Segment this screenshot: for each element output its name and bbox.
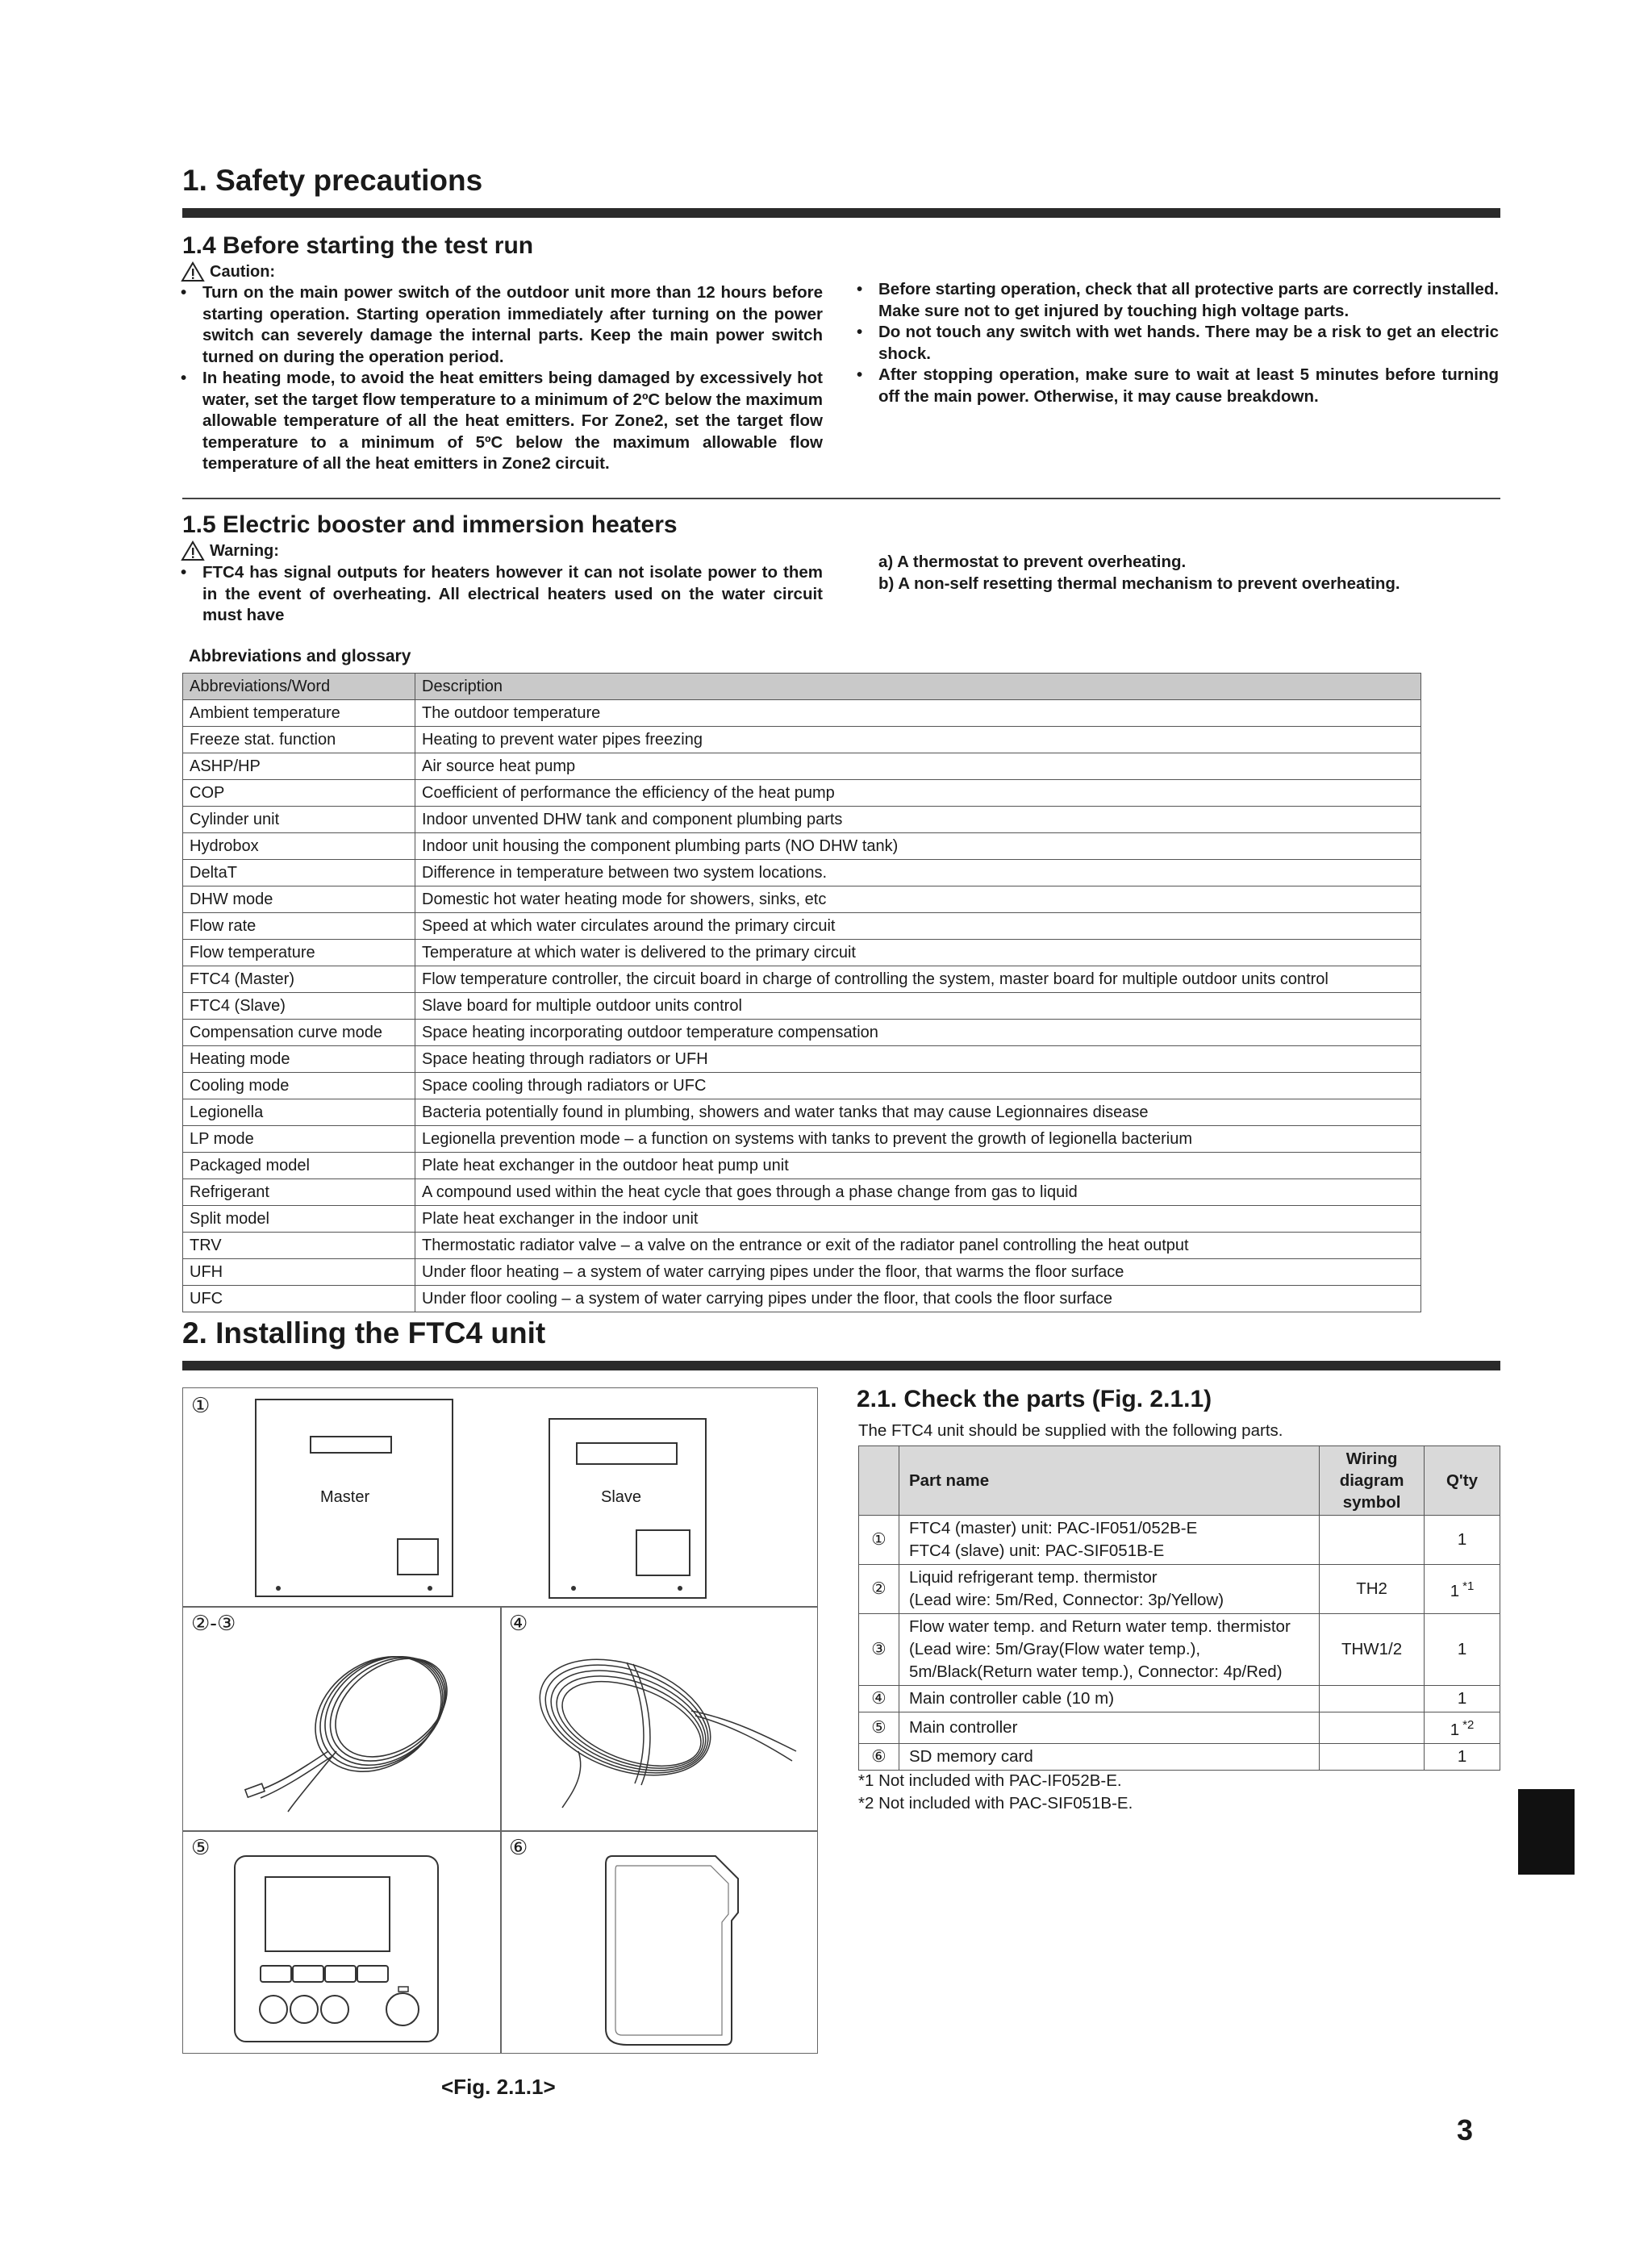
glossary-term: Flow temperature	[183, 940, 415, 966]
cell-number: ④	[509, 1611, 528, 1635]
glossary-description: Indoor unvented DHW tank and component plumbing parts	[415, 807, 1421, 833]
glossary-description: Thermostatic radiator valve – a valve on the entrance or exit of the radiator panel controlling the heat output	[415, 1233, 1421, 1259]
glossary-description: Bacteria potentially found in plumbing, showers and water tanks that may cause Legionnaires disease	[415, 1099, 1421, 1126]
main-controller-illustration	[233, 1854, 441, 2045]
subsection-title: 1.4 Before starting the test run	[182, 232, 534, 259]
glossary-description: The outdoor temperature	[415, 700, 1421, 727]
caution-item: • Turn on the main power switch of the outdoor unit more than 12 hours before starting operation. Starting operation immediately after turning on the power switch can severely damage the internal parts. Keep the main power switch turned on during the operation period.	[181, 282, 823, 368]
glossary-row	[183, 1020, 1421, 1046]
glossary-row	[183, 1046, 1421, 1073]
section-rule	[182, 208, 1500, 218]
glossary-row	[183, 1073, 1421, 1099]
warning-item: • FTC4 has signal outputs for heaters however it can not isolate power to them in the event of overheating. All electrical heaters used on the water circuit must have	[181, 562, 823, 627]
caution-label: Caution:	[181, 261, 275, 282]
subsection-title: 2.1. Check the parts (Fig. 2.1.1)	[857, 1386, 1212, 1412]
glossary-term: DHW mode	[183, 886, 415, 913]
figure-caption: <Fig. 2.1.1>	[441, 2075, 556, 2099]
part-name-line: Main controller	[908, 1717, 1018, 1737]
part-qty	[1425, 1614, 1500, 1686]
glossary-caption: Abbreviations and glossary	[189, 647, 411, 665]
section-title: 2. Installing the FTC4 unit	[182, 1316, 546, 1350]
footnote: *1 Not included with PAC-IF052B-E.	[858, 1771, 1122, 1790]
qty-header: Q'ty	[1425, 1446, 1500, 1516]
caution-item: • Before starting operation, check that all protective parts are correctly installed. Make sure not to get injured by touching high voltage parts.	[857, 279, 1499, 322]
glossary-description: Plate heat exchanger in the indoor unit	[415, 1206, 1421, 1233]
wiring-symbol: THW1/2	[1320, 1614, 1425, 1686]
parts-row	[859, 1516, 1500, 1565]
glossary-table	[182, 673, 1421, 1312]
parts-row	[859, 1712, 1500, 1744]
part-qty	[1425, 1686, 1500, 1712]
part-name-line: (Lead wire: 5m/Red, Connector: 3p/Yellow)	[908, 1591, 1224, 1609]
glossary-description: Difference in temperature between two system locations.	[415, 860, 1421, 886]
qty-value: 1	[1450, 1581, 1460, 1600]
caution-list-right	[857, 279, 1499, 407]
part-name	[899, 1614, 1319, 1686]
part-name-line: (Lead wire: 5m/Gray(Flow water temp.),	[908, 1640, 1201, 1658]
glossary-row	[183, 1259, 1421, 1286]
glossary-term: Legionella	[183, 1099, 415, 1126]
glossary-description: Flow temperature controller, the circuit board in charge of controlling the system, master board for multiple outdoor units control	[415, 966, 1421, 993]
glossary-row	[183, 966, 1421, 993]
glossary-term: Heating mode	[183, 1046, 415, 1073]
glossary-term: Cylinder unit	[183, 807, 415, 833]
section-title: 1. Safety precautions	[182, 164, 483, 197]
heater-requirement-a: a) A thermostat to prevent overheating.	[878, 553, 1187, 571]
part-name	[899, 1516, 1319, 1565]
cell-number: ②-③	[191, 1611, 236, 1635]
glossary-term: FTC4 (Slave)	[183, 993, 415, 1020]
glossary-description: Plate heat exchanger in the outdoor heat pump unit	[415, 1153, 1421, 1179]
part-name-line: FTC4 (slave) unit: PAC-SIF051B-E	[908, 1541, 1165, 1560]
warning-label: Warning:	[181, 540, 279, 561]
sd-card-illustration	[594, 1848, 756, 2050]
slave-unit-illustration	[548, 1417, 709, 1601]
part-name	[899, 1565, 1319, 1614]
part-name-line: SD memory card	[908, 1746, 1033, 1766]
wiring-symbol	[1320, 1712, 1425, 1744]
part-name-line: FTC4 (master) unit: PAC-IF051/052B-E	[908, 1519, 1198, 1537]
part-qty	[1425, 1516, 1500, 1565]
glossary-row	[183, 1206, 1421, 1233]
glossary-header-row	[183, 674, 1421, 700]
language-tab-marker	[1518, 1789, 1575, 1875]
glossary-row	[183, 1153, 1421, 1179]
part-number: ③	[859, 1614, 899, 1686]
glossary-row	[183, 700, 1421, 727]
qty-value: 1	[1457, 1689, 1467, 1708]
footnote: *2 Not included with PAC-SIF051B-E.	[858, 1794, 1133, 1813]
glossary-description: Under floor cooling – a system of water carrying pipes under the floor, that cools the floor surface	[415, 1286, 1421, 1312]
parts-intro: The FTC4 unit should be supplied with the following parts.	[858, 1421, 1283, 1440]
slave-label: Slave	[601, 1488, 642, 1506]
glossary-row	[183, 940, 1421, 966]
qty-value: 1	[1457, 1746, 1467, 1766]
glossary-description: Heating to prevent water pipes freezing	[415, 727, 1421, 753]
glossary-row	[183, 1099, 1421, 1126]
caution-list-left	[181, 282, 823, 475]
part-name-line: Flow water temp. and Return water temp. thermistor	[908, 1617, 1291, 1636]
warning-list	[181, 562, 823, 627]
parts-table	[858, 1445, 1500, 1771]
glossary-description: Space heating incorporating outdoor temperature compensation	[415, 1020, 1421, 1046]
part-name	[899, 1743, 1319, 1770]
glossary-description: Domestic hot water heating mode for showers, sinks, etc	[415, 886, 1421, 913]
qty-value: 1	[1457, 1530, 1467, 1549]
glossary-row	[183, 807, 1421, 833]
glossary-term: Flow rate	[183, 913, 415, 940]
parts-row	[859, 1614, 1500, 1686]
glossary-row	[183, 1179, 1421, 1206]
glossary-term: Split model	[183, 1206, 415, 1233]
wiring-symbol	[1320, 1516, 1425, 1565]
part-name-line: 5m/Black(Return water temp.), Connector: 4p/Red)	[908, 1662, 1283, 1681]
glossary-row	[183, 1126, 1421, 1153]
glossary-term: UFH	[183, 1259, 415, 1286]
glossary-row	[183, 727, 1421, 753]
page-number: 3	[1457, 2113, 1474, 2146]
heater-requirement-b: b) A non-self resetting thermal mechanism to prevent overheating.	[878, 574, 1400, 593]
glossary-term: UFC	[183, 1286, 415, 1312]
glossary-row	[183, 860, 1421, 886]
glossary-description: Space cooling through radiators or UFC	[415, 1073, 1421, 1099]
parts-row	[859, 1565, 1500, 1614]
part-number: ⑥	[859, 1743, 899, 1770]
glossary-description: A compound used within the heat cycle that goes through a phase change from gas to liquid	[415, 1179, 1421, 1206]
glossary-term: TRV	[183, 1233, 415, 1259]
parts-figure	[182, 1387, 818, 2054]
part-name-line: Liquid refrigerant temp. thermistor	[908, 1568, 1158, 1587]
glossary-description-header: Description	[415, 674, 1421, 700]
part-number: ①	[859, 1516, 899, 1565]
part-qty	[1425, 1712, 1500, 1744]
glossary-row	[183, 1286, 1421, 1312]
glossary-term: Ambient temperature	[183, 700, 415, 727]
parts-row	[859, 1686, 1500, 1712]
divider	[182, 498, 1500, 499]
caution-item: • In heating mode, to avoid the heat emitters being damaged by excessively hot water, set the target flow temperature to a minimum of 2ºC below the maximum allowable temperature of all the heat emitters. For Zone2, set the target flow temperature to a minimum of 5ºC below the maximum allowable flow temperature of all the heat emitters in Zone2 circuit.	[181, 368, 823, 475]
wiring-symbol	[1320, 1743, 1425, 1770]
glossary-term: Hydrobox	[183, 833, 415, 860]
grid-line	[500, 1606, 502, 2053]
cell-number: ⑥	[509, 1835, 528, 1859]
cell-number: ①	[191, 1393, 211, 1417]
wiring-header: Wiring diagram symbol	[1320, 1446, 1425, 1516]
glossary-term-header: Abbreviations/Word	[183, 674, 415, 700]
glossary-description: Temperature at which water is delivered to the primary circuit	[415, 940, 1421, 966]
glossary-description: Space heating through radiators or UFH	[415, 1046, 1421, 1073]
caution-item: • After stopping operation, make sure to wait at least 5 minutes before turning off the main power. Otherwise, it may cause breakdown.	[857, 365, 1499, 407]
glossary-row	[183, 913, 1421, 940]
part-name-line: Main controller cable (10 m)	[908, 1689, 1115, 1708]
part-number: ②	[859, 1565, 899, 1614]
glossary-term: LP mode	[183, 1126, 415, 1153]
part-name-header: Part name	[899, 1446, 1319, 1516]
controller-cable-illustration	[530, 1630, 804, 1816]
glossary-term: ASHP/HP	[183, 753, 415, 780]
glossary-description: Under floor heating – a system of water carrying pipes under the floor, that warms the floor surface	[415, 1259, 1421, 1286]
glossary-term: Freeze stat. function	[183, 727, 415, 753]
glossary-description: Indoor unit housing the component plumbing parts (NO DHW tank)	[415, 833, 1421, 860]
thermistor-illustration	[240, 1630, 482, 1824]
glossary-term: Packaged model	[183, 1153, 415, 1179]
glossary-term: DeltaT	[183, 860, 415, 886]
parts-header-row	[859, 1446, 1500, 1516]
warning-triangle-icon	[181, 261, 205, 282]
part-name	[899, 1686, 1319, 1712]
glossary-description: Air source heat pump	[415, 753, 1421, 780]
master-label: Master	[320, 1488, 370, 1506]
parts-row	[859, 1743, 1500, 1770]
glossary-row	[183, 886, 1421, 913]
glossary-row	[183, 753, 1421, 780]
glossary-description: Coefficient of performance the efficiency of the heat pump	[415, 780, 1421, 807]
glossary-term: Cooling mode	[183, 1073, 415, 1099]
section-rule	[182, 1361, 1500, 1370]
subsection-title: 1.5 Electric booster and immersion heaters	[182, 511, 678, 538]
glossary-row	[183, 833, 1421, 860]
glossary-row	[183, 993, 1421, 1020]
glossary-description: Legionella prevention mode – a function on systems with tanks to prevent the growth of legionella bacterium	[415, 1126, 1421, 1153]
part-name	[899, 1712, 1319, 1744]
qty-note: *1	[1462, 1579, 1475, 1594]
part-number: ④	[859, 1686, 899, 1712]
cell-number: ⑤	[191, 1835, 211, 1859]
glossary-term: COP	[183, 780, 415, 807]
glossary-row	[183, 1233, 1421, 1259]
qty-value: 1	[1457, 1640, 1467, 1658]
warning-triangle-icon	[181, 540, 205, 561]
glossary-term: Compensation curve mode	[183, 1020, 415, 1046]
qty-value: 1	[1450, 1720, 1460, 1739]
glossary-description: Speed at which water circulates around the primary circuit	[415, 913, 1421, 940]
qty-note: *2	[1462, 1718, 1475, 1732]
wiring-symbol: TH2	[1320, 1565, 1425, 1614]
wiring-symbol	[1320, 1686, 1425, 1712]
caution-item: • Do not touch any switch with wet hands. There may be a risk to get an electric shock.	[857, 322, 1499, 365]
part-qty	[1425, 1565, 1500, 1614]
part-qty	[1425, 1743, 1500, 1770]
part-number: ⑤	[859, 1712, 899, 1744]
glossary-term: FTC4 (Master)	[183, 966, 415, 993]
glossary-row	[183, 780, 1421, 807]
glossary-description: Slave board for multiple outdoor units control	[415, 993, 1421, 1020]
glossary-term: Refrigerant	[183, 1179, 415, 1206]
